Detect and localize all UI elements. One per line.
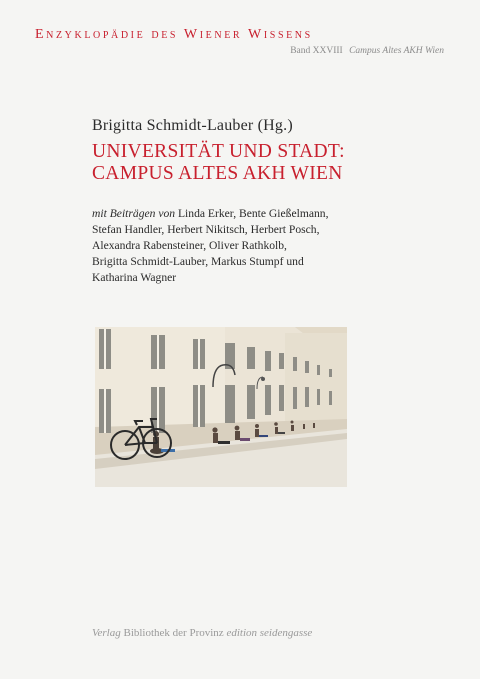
verlag-label: Verlag [92, 627, 121, 639]
book-title [92, 141, 345, 185]
cover-photo [95, 327, 347, 487]
contributors-prefix: mit Beiträgen von [92, 207, 176, 220]
editor-name: Brigitta Schmidt-Lauber (Hg.) [92, 117, 293, 134]
contributors [92, 206, 392, 286]
edition-name: edition seidengasse [226, 627, 313, 639]
publisher-line [92, 627, 312, 639]
volume-number: Band XXVIII [290, 46, 343, 56]
book-title-line-1: UNIVERSITÄT UND STADT: [92, 141, 345, 162]
contributors-line-4: Brigitta Schmidt-Lauber, Markus Stumpf und [92, 255, 304, 268]
contributors-line-2: Stefan Handler, Herbert Nikitsch, Herbert Posch, [92, 223, 320, 236]
contributors-line-1: Linda Erker, Bente Gießelmann, [175, 207, 329, 220]
contributors-line-3: Alexandra Rabensteiner, Oliver Rathkolb, [92, 239, 287, 252]
series-volume [290, 46, 444, 56]
contributors-line-5: Katharina Wagner [92, 271, 177, 284]
publisher-name: Bibliothek der Provinz [123, 627, 224, 639]
book-title-line-2: CAMPUS ALTES AKH WIEN [92, 163, 343, 184]
series-title: Enzyklopädie des Wiener Wissens [35, 27, 313, 42]
volume-title: Campus Altes AKH Wien [349, 46, 444, 56]
